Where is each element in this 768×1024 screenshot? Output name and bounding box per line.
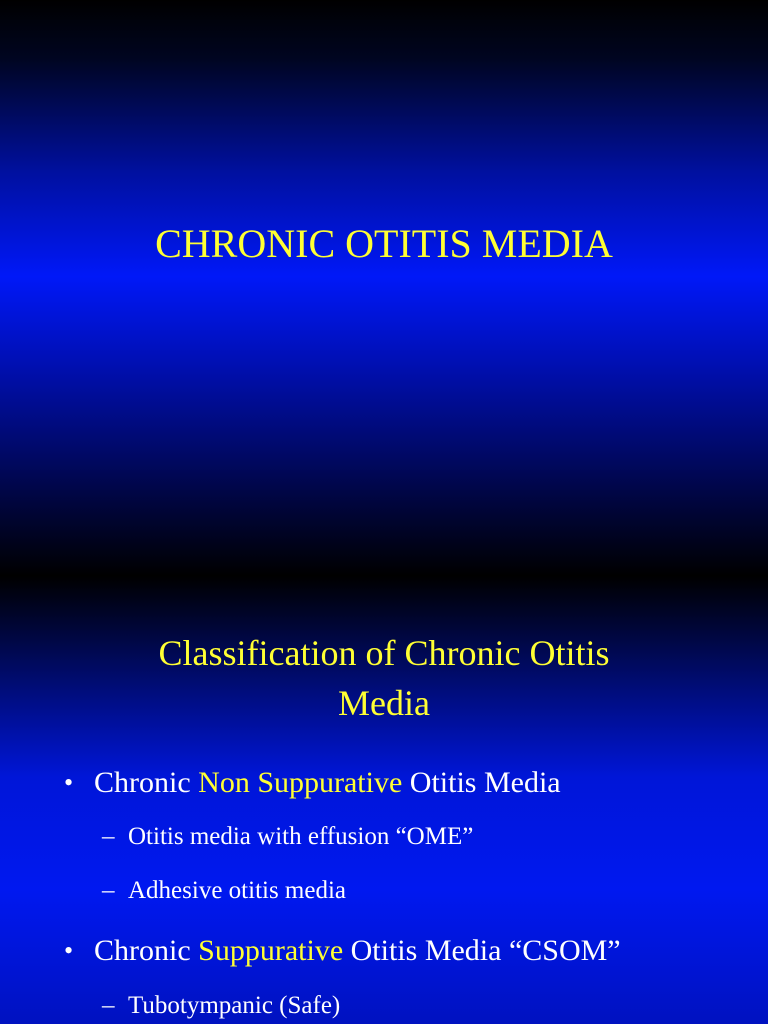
sub-bullet-item: [102, 874, 347, 908]
sub-bullet-text: Tubotympanic (Safe): [128, 992, 341, 1019]
dash-icon: –: [102, 992, 115, 1019]
sub-bullet-item: [102, 820, 474, 854]
bullet-highlight: Non Suppurative: [198, 766, 403, 799]
sub-bullet-item: [102, 989, 341, 1023]
slide-heading-line-2: Media: [338, 683, 430, 723]
bullet-item: [94, 763, 561, 803]
bullet-text: Chronic: [94, 766, 199, 799]
sub-bullet-text: Adhesive otitis media: [128, 877, 347, 904]
sub-bullet-text: Otitis media with effusion “OME”: [128, 823, 474, 850]
bullet-item: [94, 931, 621, 971]
dash-icon: –: [102, 877, 115, 904]
bullet-highlight: Suppurative: [198, 934, 344, 967]
slide-2: [0, 576, 768, 1024]
bullet-text: Chronic: [94, 934, 199, 967]
slide-heading: [60, 628, 708, 728]
bullet-text: Otitis Media: [402, 766, 561, 799]
dash-icon: –: [102, 823, 115, 850]
slide-heading-line-1: Classification of Chronic Otitis: [158, 633, 610, 673]
bullet-text: Otitis Media “CSOM”: [343, 934, 621, 967]
slide-title: CHRONIC OTITIS MEDIA: [155, 221, 613, 266]
